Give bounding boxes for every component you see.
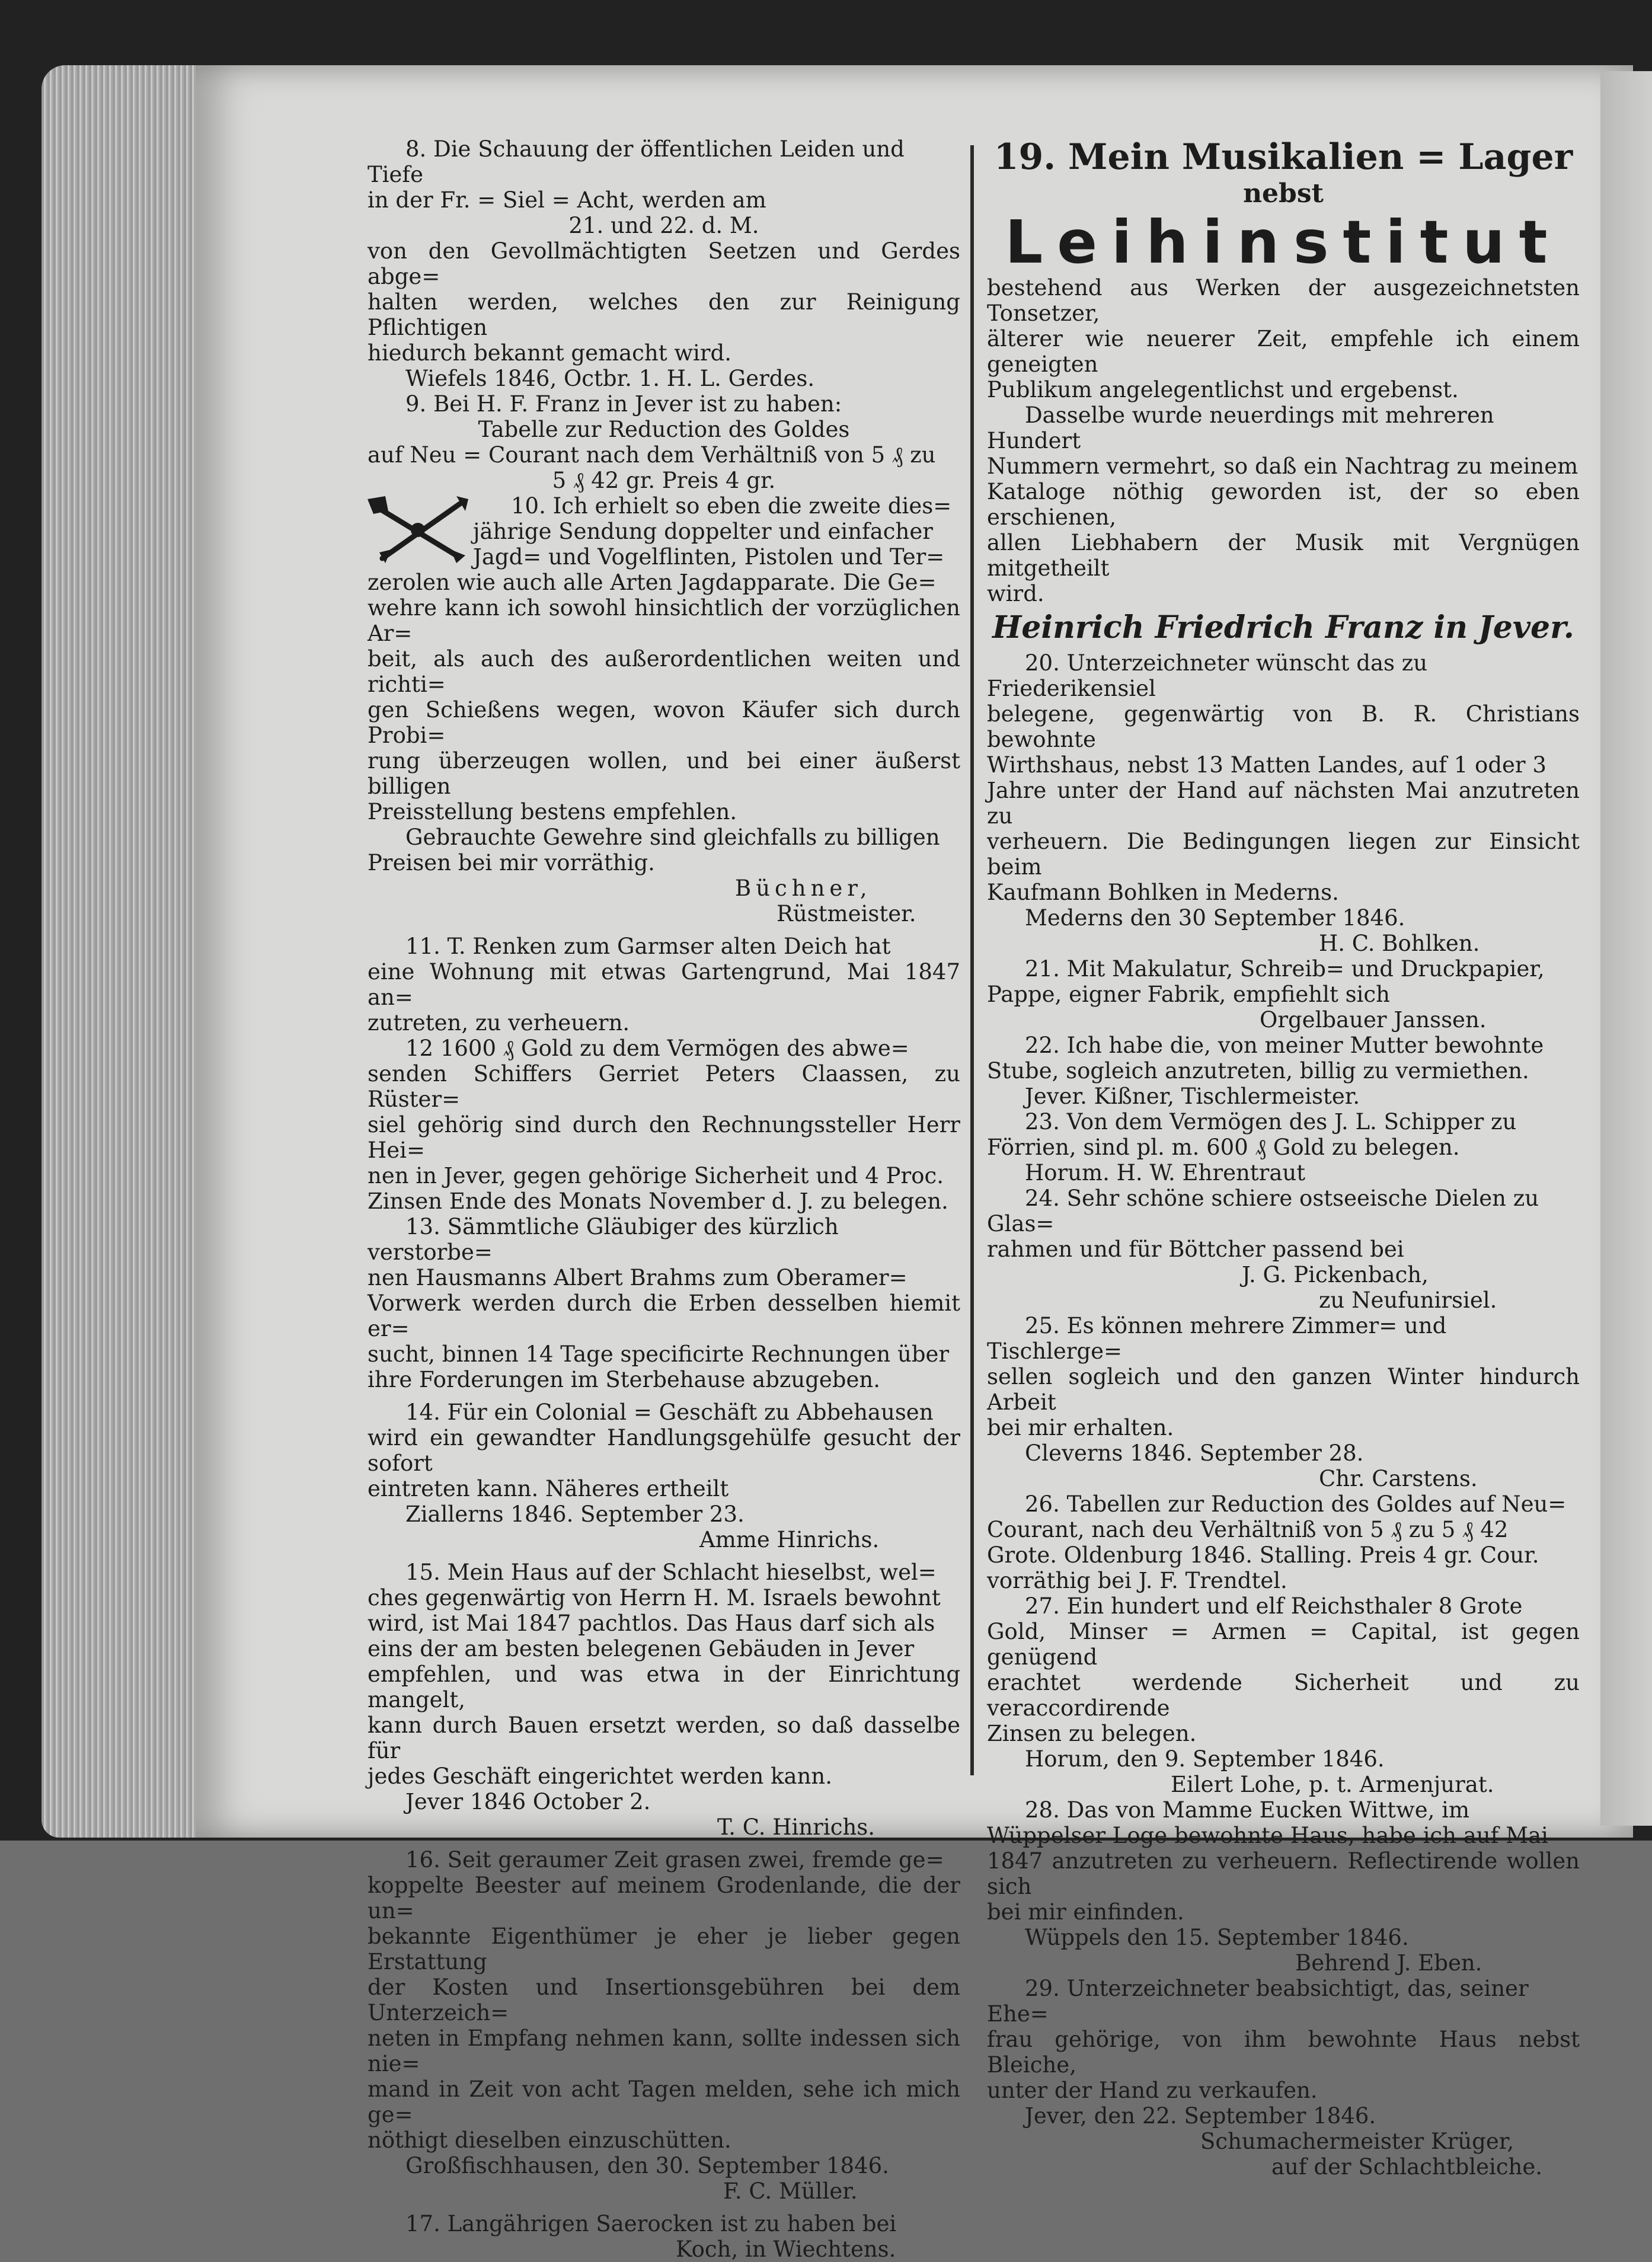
notice-text: hiedurch bekannt gemacht wird. xyxy=(368,340,731,366)
notice-text: 14. Für ein Colonial = Geschäft zu Abbehausen xyxy=(405,1400,934,1425)
notice-text: Wirthshaus, nebst 13 Matten Landes, auf 1 oder 3 xyxy=(987,752,1546,778)
notice-text: frau gehörige, von ihm bewohnte Haus nebst Bleiche, xyxy=(987,2027,1580,2078)
notice-text: Nummern vermehrt, so daß ein Nachtrag zu meinem xyxy=(987,453,1578,479)
notice-text: der Kosten und Insertionsgebühren bei dem Unterzeich= xyxy=(368,1975,960,2025)
notice-text: belegene, gegenwärtig von B. R. Christians bewohnte xyxy=(987,701,1580,752)
notice-text: 12 1600 ₰ Gold zu dem Vermögen des abwe= xyxy=(405,1036,909,1061)
notice-signature: Behrend J. Eben. xyxy=(1295,1950,1482,1976)
notice-text: 13. Sämmtliche Gläubiger des kürzlich verstorbe= xyxy=(368,1214,839,1265)
notice-text: rahmen und für Böttcher passend bei xyxy=(987,1237,1404,1262)
notice-text: Kaufmann Bohlken in Mederns. xyxy=(987,880,1339,905)
notice-date: Cleverns 1846. September 28. xyxy=(1025,1440,1364,1466)
notice-text: Tabelle zur Reduction des Goldes xyxy=(478,417,850,442)
notice-signature: Orgelbauer Janssen. xyxy=(1260,1007,1487,1033)
notice-text: beit, als auch des außerordentlichen weiten und richti= xyxy=(368,646,960,697)
notice-text: neten in Empfang nehmen kann, sollte indessen sich nie= xyxy=(368,2025,960,2076)
notice-text: 1847 anzutreten zu verheuern. Reflectirende wollen sich xyxy=(987,1848,1580,1899)
notice-text: Wüppelser Loge bewohnte Haus, habe ich auf Mai xyxy=(987,1823,1548,1848)
notice-text: Preisen bei mir vorräthig. xyxy=(368,850,655,876)
notice-date: Horum, den 9. September 1846. xyxy=(1025,1746,1385,1772)
facing-page-edge xyxy=(1600,71,1652,1826)
notice-text: sucht, binnen 14 Tage specificirte Rechnungen über xyxy=(368,1341,950,1367)
notice-text: eins der am besten belegenen Gebäuden in Jever xyxy=(368,1636,915,1662)
notice-date: Ziallerns 1846. September 23. xyxy=(405,1501,744,1527)
notice-signature: zu Neufunirsiel. xyxy=(1319,1287,1497,1313)
notice-heading: 19. Mein Musikalien = Lager xyxy=(993,136,1573,178)
notice-text: 17. Langährigen Saerocken ist zu haben bei xyxy=(405,2211,897,2237)
notice-20 xyxy=(987,650,1580,956)
notice-11 xyxy=(368,934,960,1036)
notice-28 xyxy=(987,1797,1580,1976)
notice-text: senden Schiffers Gerriet Peters Claassen, zu Rüster= xyxy=(368,1061,960,1112)
notice-text: 29. Unterzeichneter beabsichtigt, das, seiner Ehe= xyxy=(987,1976,1529,2027)
notice-12 xyxy=(368,1036,960,1214)
notice-text: Zinsen zu belegen. xyxy=(987,1721,1197,1746)
notice-signature: Koch, in Wiechtens. xyxy=(676,2237,896,2262)
notice-text: Grote. Oldenburg 1846. Stalling. Preis 4 gr. Cour. xyxy=(987,1542,1539,1568)
notice-text: 8. Die Schauung der öffentlichen Leiden und Tiefe xyxy=(368,136,905,187)
notice-text: Zinsen Ende des Monats November d. J. zu belegen. xyxy=(368,1188,948,1214)
notice-text: älterer wie neuerer Zeit, empfehle ich einem geneigten xyxy=(987,326,1580,377)
notice-text: Gold, Minser = Armen = Capital, ist gegen genügend xyxy=(987,1619,1580,1670)
notice-10 xyxy=(368,493,960,926)
notice-15 xyxy=(368,1560,960,1840)
notice-text: eintreten kann. Näheres ertheilt xyxy=(368,1476,729,1501)
notice-name-heading: Heinrich Friedrich Franz in Jever. xyxy=(992,609,1574,646)
notice-signature: Amme Hinrichs. xyxy=(699,1527,880,1552)
notice-text: empfehlen, und was etwa in der Einrichtung mangelt, xyxy=(368,1662,960,1713)
notice-text: wehre kann ich sowohl hinsichtlich der vorzüglichen Ar= xyxy=(368,595,960,646)
notice-text: Gebrauchte Gewehre sind gleichfalls zu billigen xyxy=(405,825,940,850)
notice-25 xyxy=(987,1313,1580,1491)
notice-text: wird. xyxy=(987,581,1044,606)
notice-text: jedes Geschäft eingerichtet werden kann. xyxy=(368,1763,833,1789)
notice-text: bei mir erhalten. xyxy=(987,1415,1174,1440)
notice-29 xyxy=(987,1976,1580,2180)
notice-text: Preisstellung bestens empfehlen. xyxy=(368,799,737,825)
notice-signature: H. C. Bohlken. xyxy=(1319,931,1480,956)
notice-8 xyxy=(368,136,960,391)
notice-text: Stube, sogleich anzutreten, billig zu vermiethen. xyxy=(987,1058,1529,1084)
notice-text: 21. Mit Makulatur, Schreib= und Druckpapier, xyxy=(1025,956,1545,982)
right-column xyxy=(987,136,1580,2180)
notice-text: zutreten, zu verheuern. xyxy=(368,1010,630,1036)
notice-text: von den Gevollmächtigten Seetzen und Gerdes abge= xyxy=(368,238,960,289)
notice-text: 9. Bei H. F. Franz in Jever ist zu haben: xyxy=(405,391,842,417)
notice-21 xyxy=(987,956,1580,1033)
notice-text: Courant, nach deu Verhältniß von 5 ₰ zu 5 ₰ 42 xyxy=(987,1517,1509,1542)
notice-date: Großfischhausen, den 30. September 1846. xyxy=(405,2153,889,2178)
notice-date: Mederns den 30 September 1846. xyxy=(1025,905,1405,931)
notice-text: ches gegenwärtig von Herrn H. M. Israels bewohnt xyxy=(368,1585,941,1611)
notice-text: koppelte Beester auf meinem Grodenlande, die der un= xyxy=(368,1873,960,1924)
notice-text: halten werden, welches den zur Reinigung Pflichtigen xyxy=(368,289,960,340)
notice-signature: T. C. Hinrichs. xyxy=(717,1814,875,1840)
notice-26 xyxy=(987,1491,1580,1593)
notice-date: Jever 1846 October 2. xyxy=(405,1789,651,1814)
notice-text: wird ein gewandter Handlungsgehülfe gesucht der sofort xyxy=(368,1425,960,1476)
notice-text: unter der Hand zu verkaufen. xyxy=(987,2078,1318,2103)
notice-text: gen Schießens wegen, wovon Käufer sich durch Probi= xyxy=(368,697,960,748)
notice-text: Pappe, eigner Fabrik, empfiehlt sich xyxy=(987,982,1390,1007)
notice-text: 11. T. Renken zum Garmser alten Deich hat xyxy=(405,934,891,959)
notice-13 xyxy=(368,1214,960,1392)
notice-text: Jagd= und Vogelflinten, Pistolen und Ter= xyxy=(473,544,945,570)
notice-text: Publikum angelegentlichst und ergebenst. xyxy=(987,377,1459,402)
notice-text: mand in Zeit von acht Tagen melden, sehe ich mich ge= xyxy=(368,2076,960,2127)
notice-heading: nebst xyxy=(1243,178,1324,209)
notice-14 xyxy=(368,1400,960,1552)
notice-text: in der Fr. = Siel = Acht, werden am xyxy=(368,187,766,213)
notice-text: vorräthig bei J. F. Trendtel. xyxy=(987,1568,1287,1593)
notice-text: eine Wohnung mit etwas Gartengrund, Mai 1847 an= xyxy=(368,959,960,1010)
notice-text: verheuern. Die Bedingungen liegen zur Einsicht beim xyxy=(987,829,1580,880)
notice-text: Vorwerk werden durch die Erben desselben hiemit er= xyxy=(368,1290,960,1341)
notice-text: zerolen wie auch alle Arten Jagdapparate. Die Ge= xyxy=(368,570,937,595)
notice-text: 26. Tabellen zur Reduction des Goldes auf Neu= xyxy=(1025,1491,1567,1517)
notice-signature: Jever. Kißner, Tischlermeister. xyxy=(1025,1084,1360,1109)
notice-text: jährige Sendung doppelter und einfacher xyxy=(473,519,933,544)
notice-text: rung überzeugen wollen, und bei einer äußerst billigen xyxy=(368,748,960,799)
notice-17 xyxy=(368,2211,960,2262)
notice-signature: Eilert Lohe, p. t. Armenjurat. xyxy=(1171,1772,1494,1797)
crossed-guns-icon xyxy=(368,493,468,564)
notice-24 xyxy=(987,1186,1580,1313)
notice-text: allen Liebhabern der Musik mit Vergnügen mitgetheilt xyxy=(987,530,1580,581)
notice-signature: Wiefels 1846, Octbr. 1. H. L. Gerdes. xyxy=(405,366,815,391)
notice-text: 24. Sehr schöne schiere ostseeische Dielen zu Glas= xyxy=(987,1186,1539,1237)
notice-text: 21. und 22. d. M. xyxy=(568,213,759,238)
column-divider xyxy=(970,145,974,1775)
notice-19 xyxy=(987,136,1580,647)
notice-date: Jever, den 22. September 1846. xyxy=(1025,2103,1376,2129)
notice-text: Kataloge nöthig geworden ist, der so eben erschienen, xyxy=(987,479,1580,530)
page-edges xyxy=(41,65,219,1838)
notice-22 xyxy=(987,1033,1580,1109)
notice-text: siel gehörig sind durch den Rechnungssteller Herr Hei= xyxy=(368,1112,960,1163)
notice-text: nöthigt dieselben einzuschütten. xyxy=(368,2127,731,2153)
notice-text: 5 ₰ 42 gr. Preis 4 gr. xyxy=(552,468,776,493)
notice-text: nen Hausmanns Albert Brahms zum Oberamer= xyxy=(368,1265,908,1290)
notice-text: 23. Von dem Vermögen des J. L. Schipper zu xyxy=(1025,1109,1517,1135)
notice-text: 27. Ein hundert und elf Reichsthaler 8 Grote xyxy=(1025,1593,1523,1619)
notice-text: bei mir einfinden. xyxy=(987,1899,1184,1925)
notice-heading-large: Leihinstitut xyxy=(1005,207,1562,277)
notice-text: Förrien, sind pl. m. 600 ₰ Gold zu belegen. xyxy=(987,1135,1460,1160)
notice-text: auf Neu = Courant nach dem Verhältniß von 5 ₰ zu xyxy=(368,442,936,468)
notice-text: Jahre unter der Hand auf nächsten Mai anzutreten zu xyxy=(987,778,1580,829)
notice-9 xyxy=(368,391,960,493)
left-column xyxy=(368,136,960,2262)
notice-signature: Büchner, xyxy=(735,876,872,901)
notice-text: 28. Das von Mamme Eucken Wittwe, im xyxy=(1025,1797,1470,1823)
notice-text: kann durch Bauen ersetzt werden, so daß dasselbe für xyxy=(368,1713,960,1763)
notice-text: 25. Es können mehrere Zimmer= und Tischlerge= xyxy=(987,1313,1447,1364)
notice-text: sellen sogleich und den ganzen Winter hindurch Arbeit xyxy=(987,1364,1580,1415)
notice-16 xyxy=(368,1847,960,2204)
notice-signature: Chr. Carstens. xyxy=(1319,1466,1478,1491)
notice-signature: F. C. Müller. xyxy=(723,2178,858,2204)
notice-signature: auf der Schlachtbleiche. xyxy=(1271,2154,1543,2180)
notice-signature: Horum. H. W. Ehrentraut xyxy=(1025,1160,1306,1186)
notice-text: nen in Jever, gegen gehörige Sicherheit und 4 Proc. xyxy=(368,1163,944,1188)
notice-text: 15. Mein Haus auf der Schlacht hieselbst, wel= xyxy=(405,1560,937,1585)
notice-text: bekannte Eigenthümer je eher je lieber gegen Erstattung xyxy=(368,1924,960,1975)
notice-text: bestehend aus Werken der ausgezeichnetsten Tonsetzer, xyxy=(987,275,1580,326)
notice-signature: Schumachermeister Krüger, xyxy=(1200,2129,1514,2154)
notice-text: wird, ist Mai 1847 pachtlos. Das Haus darf sich als xyxy=(368,1611,935,1636)
notice-date: Wüppels den 15. September 1846. xyxy=(1025,1925,1409,1950)
notice-text: 20. Unterzeichneter wünscht das zu Friederikensiel xyxy=(987,650,1428,701)
notice-text: ihre Forderungen im Sterbehause abzugeben. xyxy=(368,1367,880,1392)
notice-signature: Rüstmeister. xyxy=(777,901,916,926)
notice-text: erachtet werdende Sicherheit und zu veraccordirende xyxy=(987,1670,1580,1721)
notice-text: 22. Ich habe die, von meiner Mutter bewohnte xyxy=(1025,1033,1544,1058)
notice-text: Dasselbe wurde neuerdings mit mehreren Hundert xyxy=(987,402,1494,453)
notice-27 xyxy=(987,1593,1580,1797)
notice-text: 16. Seit geraumer Zeit grasen zwei, fremde ge= xyxy=(405,1847,944,1873)
notice-text: 10. Ich erhielt so eben die zweite dies= xyxy=(511,493,952,519)
notice-signature: J. G. Pickenbach, xyxy=(1242,1262,1429,1287)
notice-23 xyxy=(987,1109,1580,1186)
